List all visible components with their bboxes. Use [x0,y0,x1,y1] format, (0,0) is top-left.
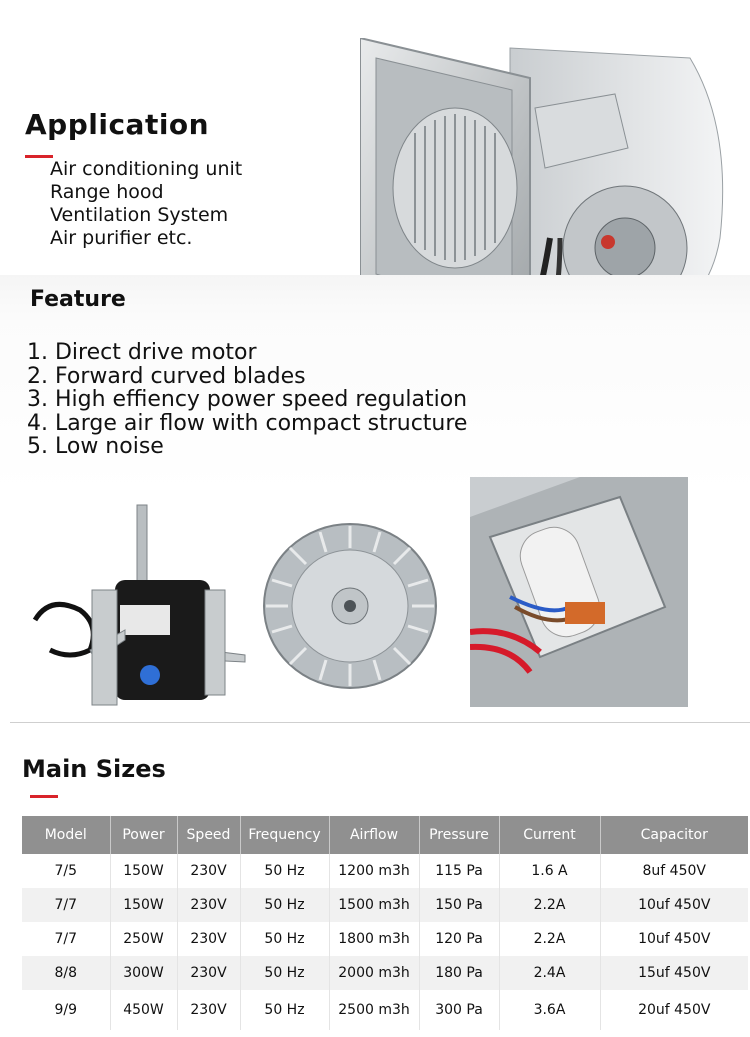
feature-section [0,275,750,495]
table-cell: 50 Hz [240,922,329,956]
column-header: Model [22,816,110,854]
table-cell: 300W [110,956,177,990]
table-cell: 180 Pa [419,956,499,990]
table-cell: 8/8 [22,956,110,990]
table-cell: 3.6A [499,990,600,1030]
column-header: Capacitor [600,816,748,854]
table-cell: 50 Hz [240,888,329,922]
table-cell: 2500 m3h [329,990,419,1030]
table-cell: 230V [177,888,240,922]
table-row [22,922,748,956]
feature-item: 4. Large air flow with compact structure [27,410,468,436]
feature-item: 2. Forward curved blades [27,363,306,389]
application-title: Application [25,108,210,141]
table-cell: 7/7 [22,888,110,922]
column-header: Current [499,816,600,854]
table-cell: 1800 m3h [329,922,419,956]
table-cell: 9/9 [22,990,110,1030]
table-cell: 250W [110,922,177,956]
table-cell: 20uf 450V [638,1002,711,1018]
column-header: Frequency [240,816,329,854]
table-cell: 50 Hz [240,990,329,1030]
table-cell: 7/7 [22,922,110,956]
main-sizes-table [22,816,748,1030]
table-cell: 1.6 A [499,854,600,888]
table-cell: 8uf 450V [642,863,706,879]
main-sizes-title: Main Sizes [22,755,166,783]
feature-item: 3. High effiency power speed regulation [27,387,468,412]
application-item: Air conditioning unit [50,158,243,180]
table-cell: 120 Pa [419,922,499,956]
table-cell: 230V [177,854,240,888]
table-header-row [22,816,748,854]
table-cell: 230V [177,922,240,956]
table-cell: 115 Pa [419,854,499,888]
application-item: Range hood [50,181,164,203]
table-cell: 7/5 [22,854,110,888]
main-sizes-title-underline [30,795,58,798]
feature-item: 5. Low noise [27,434,164,459]
column-header: Power [110,816,177,854]
table-cell: 50 Hz [240,956,329,990]
table-cell: 150W [110,888,177,922]
table-cell: 15uf 450V [638,965,711,981]
column-header: Pressure [419,816,499,854]
application-item: Ventilation System [50,204,229,226]
feature-list [27,341,467,459]
section-divider [10,722,750,723]
table-cell: 1200 m3h [329,854,419,888]
motor-photo [30,500,250,715]
table-cell: 1500 m3h [329,888,419,922]
table-cell: 300 Pa [419,990,499,1030]
table-cell: 10uf 450V [638,931,711,947]
table-row [22,990,748,1030]
table-cell: 450W [110,990,177,1030]
table-cell: 2.2A [499,922,600,956]
table-cell: 230V [177,956,240,990]
table-cell: 2000 m3h [329,956,419,990]
table-cell: 230V [177,990,240,1030]
application-title-underline [25,155,53,158]
table-cell: 2.4A [499,956,600,990]
feature-item: 1. Direct drive motor [27,340,257,365]
table-row [22,956,748,990]
table-row [22,854,748,888]
table-row [22,888,748,922]
capacitor-box-photo [470,477,688,707]
table-cell: 50 Hz [240,854,329,888]
table-cell: 10uf 450V [638,897,711,913]
table-cell: 150W [110,854,177,888]
feature-title: Feature [30,287,126,312]
application-list [50,158,242,250]
column-header: Airflow [329,816,419,854]
table-cell: 150 Pa [419,888,499,922]
column-header: Speed [177,816,240,854]
table-cell: 2.2A [499,888,600,922]
application-item: Air purifier etc. [50,227,193,249]
impeller-photo [260,520,440,692]
